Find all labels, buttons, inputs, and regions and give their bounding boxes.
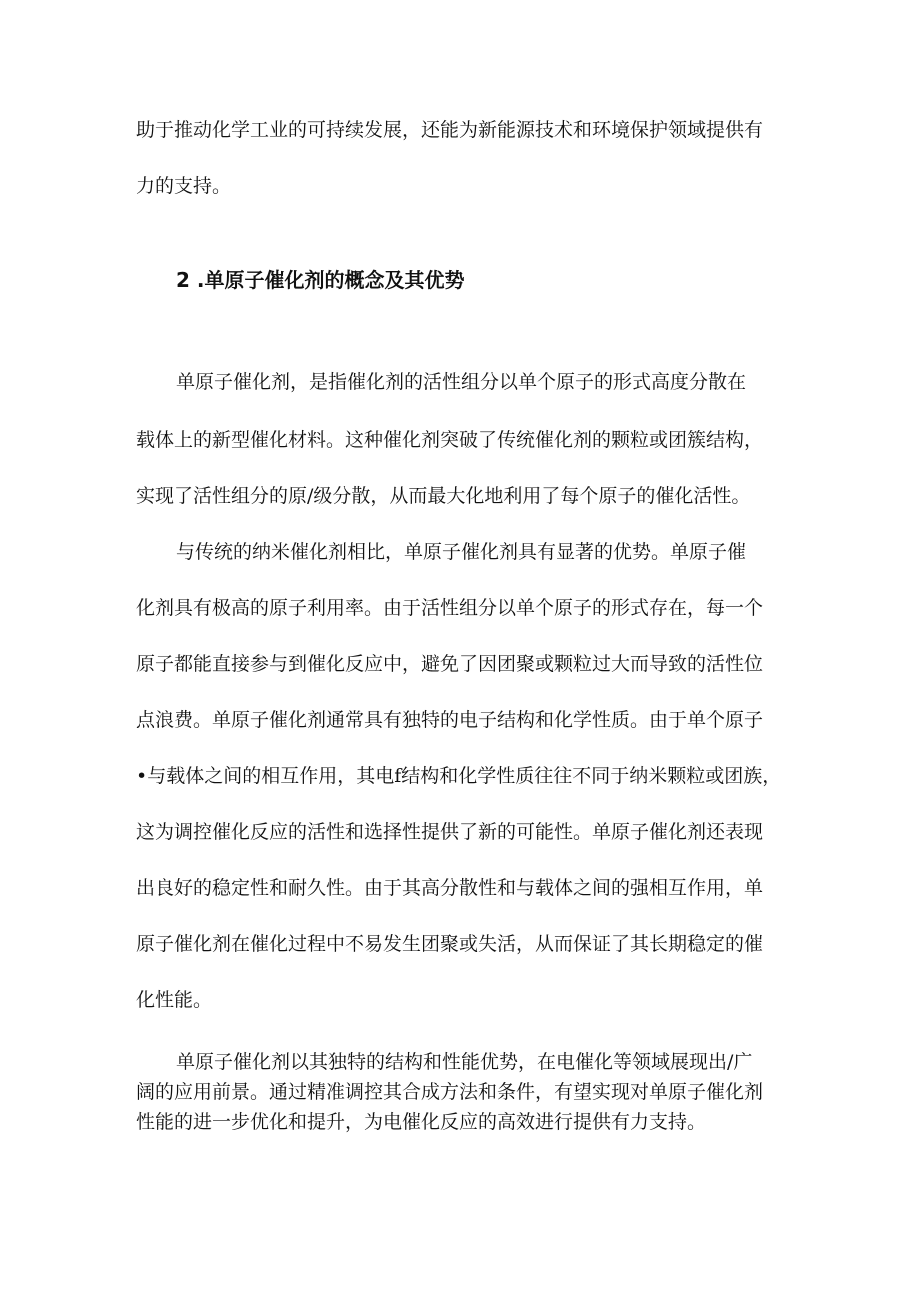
text-line: 出良好的稳定性和耐久性。由于其高分散性和与载体之间的强相互作用，单 (136, 877, 764, 899)
text-line: 化性能。 (136, 989, 213, 1011)
section-heading: 2 .单原子催化剂的概念及其优势 (176, 268, 465, 292)
text-line: 力的支持。 (136, 175, 232, 197)
text-line: 与传统的纳米催化剂相比，单原子催化剂具有显著的优势。单原子催 (176, 541, 747, 563)
text-line: 原子都能直接参与到催化反应中，避免了因团聚或颗粒过大而导致的活性位 (136, 653, 764, 675)
text-line: 化剂具有极高的原子利用率。由于活性组分以单个原子的形式存在，每一个 (136, 597, 764, 619)
text-line: 单原子催化剂以其独特的结构和性能优势，在电催化等领域展现出/广 (176, 1051, 753, 1073)
text-line: 助于推动化学工业的可持续发展，还能为新能源技术和环境保护领域提供有 (136, 119, 764, 141)
text-line: 性能的进一步优化和提升，为电催化反应的高效进行提供有力支持。 (136, 1111, 707, 1133)
text-line: 阔的应用前景。通过精准调控其合成方法和条件，有望实现对单原子催化剂 (136, 1081, 764, 1103)
text-line: 载体上的新型催化材料。这种催化剂突破了传统催化剂的颗粒或团簇结构， (136, 429, 764, 451)
text-line: •与载体之间的相互作用，其电f结构和化学性质往往不同于纳米颗粒或团族， (136, 765, 782, 787)
text-line: 这为调控催化反应的活性和选择性提供了新的可能性。单原子催化剂还表现 (136, 821, 764, 843)
text-line: 单原子催化剂，是指催化剂的活性组分以单个原子的形式高度分散在 (176, 371, 747, 393)
text-line: 原子催化剂在催化过程中不易发生团聚或失活，从而保证了其长期稳定的催 (136, 933, 764, 955)
text-line: 实现了活性组分的原/级分散，从而最大化地利用了每个原子的催化活性。 (136, 485, 751, 507)
text-line: 点浪费。单原子催化剂通常具有独特的电子结构和化学性质。由于单个原子 (136, 709, 764, 731)
